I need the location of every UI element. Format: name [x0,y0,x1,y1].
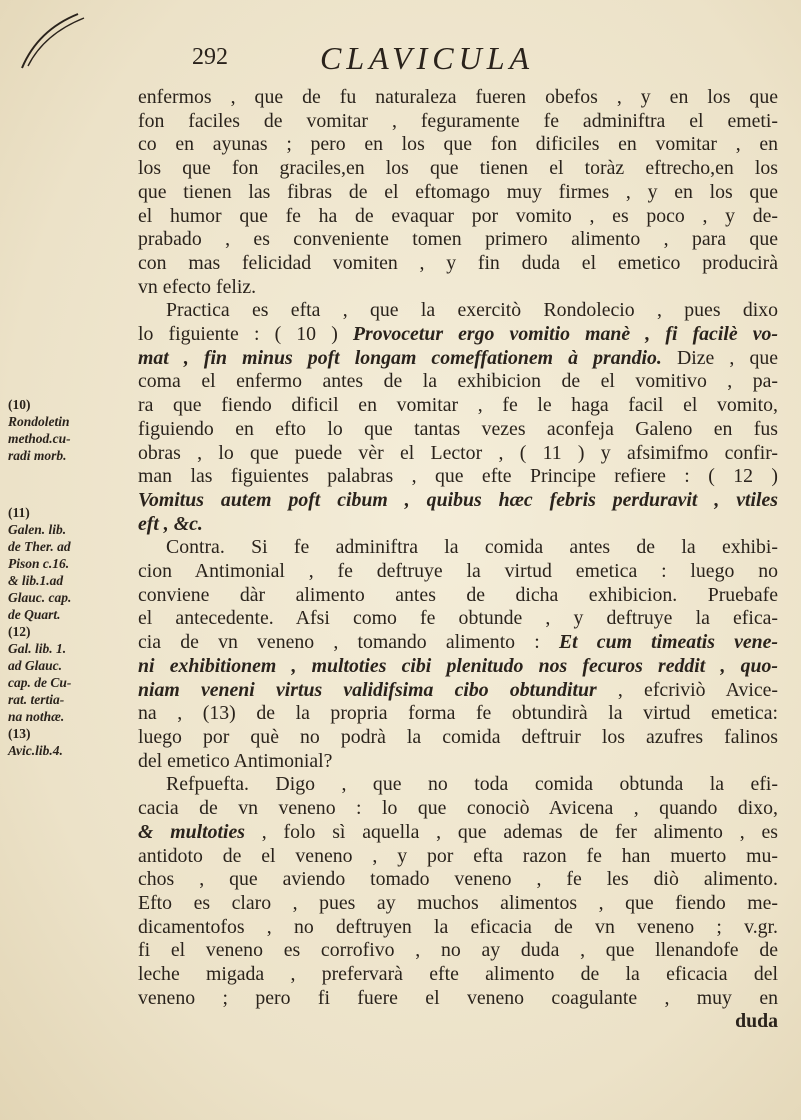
text-line: Efto es claro , pues ay muchos alimentos , que fiendo me- [138,891,778,914]
text-line: ra que fiendo dificil en vomitar , fe le haga facil el vomito, [138,394,778,417]
text-line: na , (13) de la propria forma fe obtundirà la virtud emetica: [138,702,778,725]
catchword: duda [735,1010,778,1033]
body-text [138,86,778,1034]
text-line: fon faciles de vomitar , feguramente fe adminiftra el emeti- [138,109,778,132]
text-line: Practica es efta , que la exercitò Rondolecio , pues dixo [166,299,778,322]
text-line: figuiendo en efto lo que tantas vezes aconfeja Galeno en fus [138,417,778,440]
text-line: que tienen las fibras de el eftomago muy firmes , y en los que [138,180,778,203]
text-line: dicamentofos , no deftruyen la eficacia de vn veneno ; v.gr. [138,915,778,938]
text-line: prabado , es conveniente tomen primero alimento , para que [138,228,778,251]
page-header [180,42,740,82]
margin-note: de Quart. [8,607,61,622]
margin-note: radi morb. [8,448,67,463]
text-line: coma el enfermo antes de la exhibicion de el vomitivo , pa- [138,370,778,393]
text-line: leche migada , prefervarà efte alimento de la eficacia del [138,963,778,986]
text-line: con mas felicidad vomiten , y fin duda el emetico producirà [138,251,778,274]
margin-notes [8,396,108,759]
text-line: obras , lo que puede vèr el Lector , ( 11 ) y afsimifmo confir- [138,441,778,464]
text-line: del emetico Antimonial? [138,749,333,772]
text-line: veneno ; pero fi fuere el veneno coagulante , muy en [138,986,778,1009]
margin-note: Avic.lib.4. [8,743,63,758]
margin-note: Glauc. cap. [8,590,72,605]
margin-note: & lib.1.ad [8,573,64,588]
text-line: cacia de vn veneno : lo que conociò Avicena , quando dixo, [138,797,778,820]
margin-note: method.cu- [8,431,71,446]
text-line: los que fon graciles,en los que tienen el toràz eftrecho,en los [138,157,778,180]
margin-note: ad Glauc. [8,658,62,673]
text-line: lo figuiente : ( 10 ) Provocetur ergo vomitio manè , fi facilè vo- [138,323,778,346]
text-line: niam veneni virtus validifsima cibo obtunditur , efcriviò Avice- [138,678,778,701]
ink-mark-graphic [18,10,88,70]
text-line: el humor que fe ha de evaquar por vomito , es poco , y de- [138,204,778,227]
running-title: CLAVICULA [320,40,535,76]
text-line: Vomitus autem poft cibum , quibus hæc febris perduravit , vtiles [138,488,778,511]
text-line: co en ayunas ; pero en los que fon dificiles en vomitar , en [138,133,778,156]
text-line: el antecedente. Afsi como fe obtunde , y deftruye la efica- [138,607,778,630]
text-line: Refpuefta. Digo , que no toda comida obtunda la efi- [166,773,778,796]
margin-note: (11) [8,505,30,520]
margin-note: Pison c.16. [8,556,70,571]
text-line: chos , que aviendo tomado veneno , fe les diò alimento. [138,868,778,891]
margin-note: Gal. lib. 1. [8,641,67,656]
text-line: Contra. Si fe adminiftra la comida antes de la exhibi- [166,536,778,559]
text-line: fi el veneno es corrofivo , no ay duda , que llenandofe de [138,939,778,962]
text-line: enfermos , que de fu naturaleza fueren obefos , y en los que [138,86,778,108]
margin-note: de Ther. ad [8,539,71,554]
text-line: eft , &c. [138,512,203,535]
margin-note: (10) [8,397,31,412]
margin-note: na nothæ. [8,709,65,724]
text-line: mat , fin minus poft longam comeffationem à prandio. Dize , que [138,346,778,369]
text-line: luego por què no podrà la comida deftruir los azufres falinos [138,725,778,748]
margin-note: (13) [8,726,31,741]
text-line: ni exhibitionem , multoties cibi plenitudo nos fecuros reddit , quo- [138,654,778,677]
text-line: conviene dàr alimento antes de dicha exhibicion. Pruebafe [138,583,778,606]
page-number: 292 [192,44,228,70]
text-line: cia de vn veneno , tomando alimento : Et cum timeatis vene- [138,631,778,654]
text-line: & multoties , folo sì aquella , que ademas de fer alimento , es [138,820,778,843]
text-line: cion Antimonial , fe deftruye la virtud emetica : luego no [138,560,778,583]
text-line: man las figuientes palabras , que efte Principe refiere : ( 12 ) [138,465,778,488]
margin-note: (12) [8,624,31,639]
margin-note: Rondoletin [8,414,70,429]
margin-note: rat. tertia- [8,692,65,707]
text-line: antidoto de el veneno , y por efta razon fe han muerto mu- [138,844,778,867]
margin-note: cap. de Cu- [8,675,72,690]
margin-note: Galen. lib. [8,522,67,537]
text-line: vn efecto feliz. [138,275,257,298]
